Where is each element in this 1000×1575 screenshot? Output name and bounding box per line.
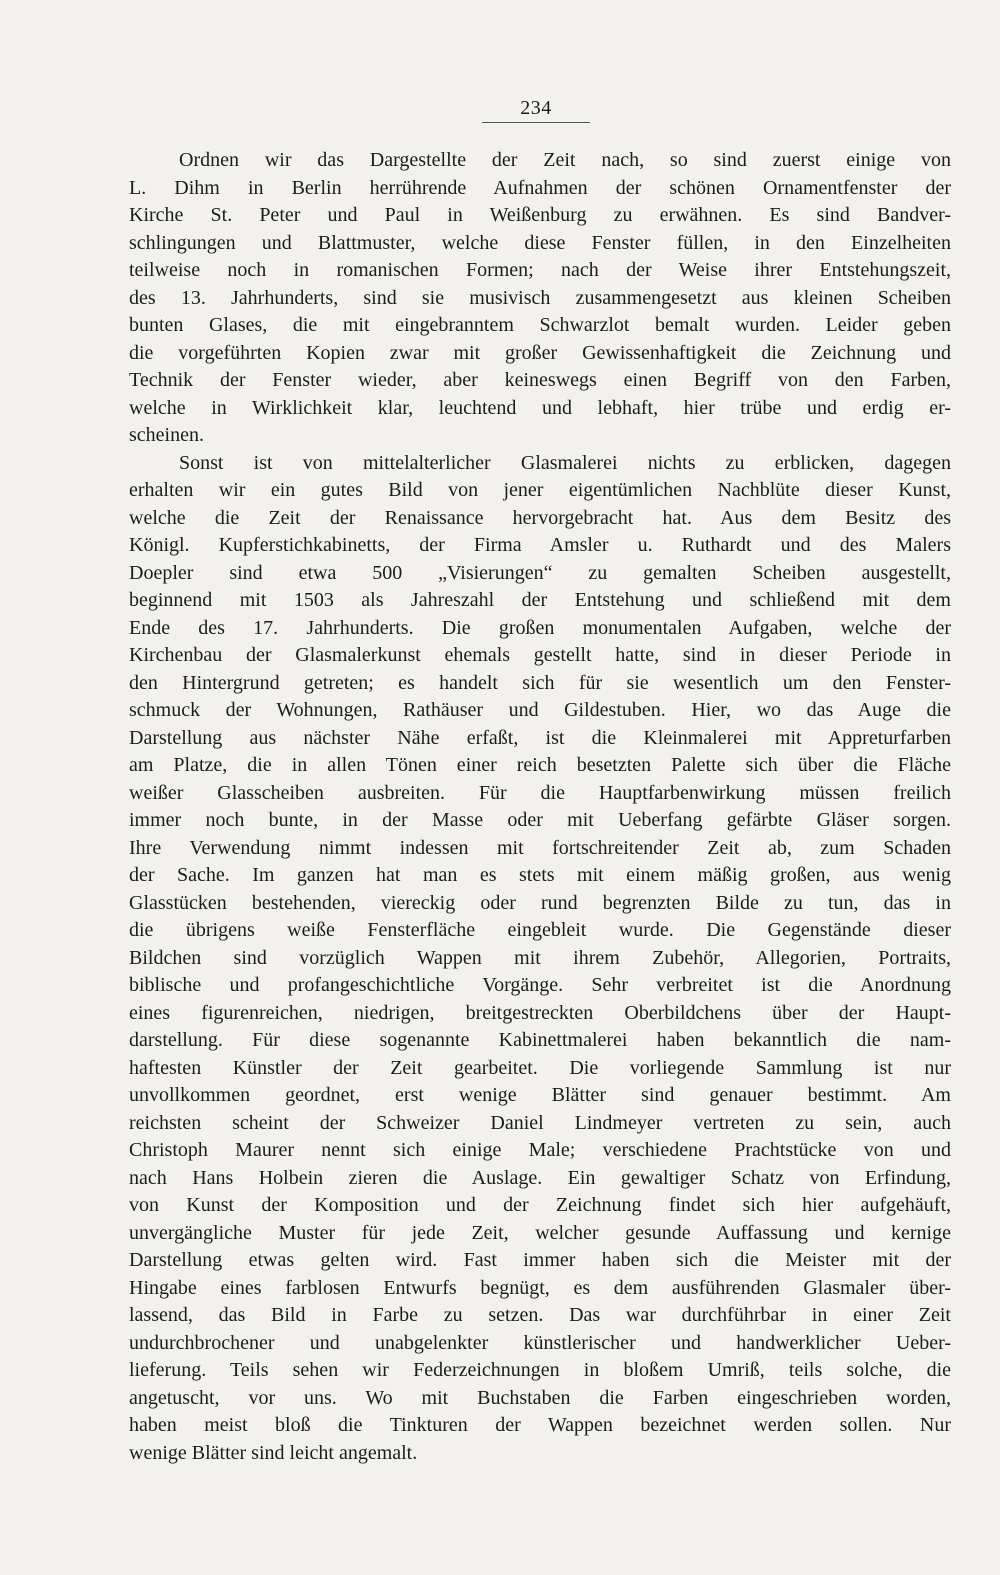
text-line: eines figurenreichen, niedrigen, breitgestreckten Oberbildchens über der Haupt- (129, 1001, 951, 1024)
text-line: welche in Wirklichkeit klar, leuchtend und lebhaft, hier trübe und erdig er- (129, 396, 951, 419)
text-line: weißer Glasscheiben ausbreiten. Für die Hauptfarbenwirkung müssen freilich (129, 781, 951, 804)
text-line: darstellung. Für diese sogenannte Kabinettmalerei haben bekanntlich die nam- (129, 1029, 951, 1051)
text-line: lassend, das Bild in Farbe zu setzen. Das war durchführbar in einer Zeit (129, 1304, 951, 1326)
text-line: teilweise noch in romanischen Formen; nach der Weise ihrer Entstehungszeit, (129, 259, 951, 281)
text-line: Ihre Verwendung nimmt indessen mit fortschreitender Zeit ab, zum Schaden (129, 836, 951, 859)
paragraph-2 (129, 450, 951, 1468)
text-line: Darstellung etwas gelten wird. Fast immer haben sich die Meister mit der (129, 1249, 951, 1271)
text-line: lieferung. Teils sehen wir Federzeichnungen in bloßem Umriß, teils solche, die (129, 1359, 951, 1381)
text-line: unvollkommen geordnet, erst wenige Blätter sind genauer bestimmt. Am (129, 1084, 951, 1106)
body-text (129, 147, 951, 1467)
text-line: bunten Glases, die mit eingebranntem Schwarzlot bemalt wurden. Leider geben (129, 314, 951, 336)
text-line: Sonst ist von mittelalterlicher Glasmalerei nichts zu erblicken, dagegen (179, 451, 951, 474)
text-line: Ordnen wir das Dargestellte der Zeit nach, so sind zuerst einige von (179, 149, 951, 171)
text-line: welche die Zeit der Renaissance hervorgebracht hat. Aus dem Besitz des (129, 506, 951, 529)
text-line: scheinen. (129, 424, 204, 446)
text-line: biblische und profangeschichtliche Vorgänge. Sehr verbreitet ist die Anordnung (129, 974, 951, 996)
text-line: angetuscht, vor uns. Wo mit Buchstaben die Farben eingeschrieben worden, (129, 1386, 951, 1409)
text-line: Ende des 17. Jahrhunderts. Die großen monumentalen Aufgaben, welche der (129, 616, 951, 639)
text-line: Hingabe eines farblosen Entwurfs begnügt, es dem ausführenden Glasmaler über- (129, 1276, 951, 1299)
text-line: von Kunst der Komposition und der Zeichnung findet sich hier aufgehäuft, (129, 1194, 951, 1216)
text-line: am Platze, die in allen Tönen einer reich besetzten Palette sich über die Fläche (129, 754, 951, 776)
text-line: Königl. Kupferstichkabinetts, der Firma Amsler u. Ruthardt und des Malers (129, 534, 951, 556)
text-line: Technik der Fenster wieder, aber keineswegs einen Begriff von den Farben, (129, 369, 951, 391)
text-line: Bildchen sind vorzüglich Wappen mit ihrem Zubehör, Allegorien, Portraits, (129, 946, 951, 969)
page-number: 234 (520, 97, 552, 119)
text-line: nach Hans Holbein zieren die Auslage. Ein gewaltiger Schatz von Erfindung, (129, 1166, 951, 1189)
text-line: haben meist bloß die Tinkturen der Wappen bezeichnet werden sollen. Nur (129, 1414, 951, 1436)
text-line: den Hintergrund getreten; es handelt sich für sie wesentlich um den Fenster- (129, 671, 951, 694)
text-line: L. Dihm in Berlin herrührende Aufnahmen der schönen Ornamentfenster der (129, 176, 951, 199)
text-line: undurchbrochener und unabgelenkter künstlerischer und handwerklicher Ueber- (129, 1331, 951, 1354)
text-line: Kirche St. Peter und Paul in Weißenburg zu erwähnen. Es sind Bandver- (129, 204, 951, 226)
text-line: beginnend mit 1503 als Jahreszahl der Entstehung und schließend mit dem (129, 589, 951, 611)
text-line: schmuck der Wohnungen, Rathäuser und Gildestuben. Hier, wo das Auge die (129, 699, 951, 721)
text-line: immer noch bunte, in der Masse oder mit Ueberfang gefärbte Gläser sorgen. (129, 809, 951, 831)
text-line: die vorgeführten Kopien zwar mit großer Gewissenhaftigkeit die Zeichnung und (129, 341, 951, 364)
text-line: Christoph Maurer nennt sich einige Male; verschiedene Prachtstücke von und (129, 1139, 951, 1161)
text-line: unvergängliche Muster für jede Zeit, welcher gesunde Auffassung und kernige (129, 1221, 951, 1244)
text-line: des 13. Jahrhunderts, sind sie musivisch zusammengesetzt aus kleinen Scheiben (129, 286, 951, 309)
paragraph-1 (129, 147, 951, 450)
text-line: haftesten Künstler der Zeit gearbeitet. Die vorliegende Sammlung ist nur (129, 1056, 951, 1079)
text-line: Darstellung aus nächster Nähe erfaßt, ist die Kleinmalerei mit Appreturfarben (129, 726, 951, 749)
text-line: Doepler sind etwa 500 „Visierungen“ zu gemalten Scheiben ausgestellt, (129, 561, 951, 584)
text-line: wenige Blätter sind leicht angemalt. (129, 1441, 418, 1464)
text-line: die übrigens weiße Fensterfläche eingebleit wurde. Die Gegenstände dieser (129, 919, 951, 941)
text-line: Kirchenbau der Glasmalerkunst ehemals gestellt hatte, sind in dieser Periode in (129, 644, 951, 666)
text-line: Glasstücken bestehenden, viereckig oder rund begrenzten Bilde zu tun, das in (129, 891, 951, 914)
text-line: schlingungen und Blattmuster, welche diese Fenster füllen, in den Einzelheiten (129, 231, 951, 254)
text-line: der Sache. Im ganzen hat man es stets mit einem mäßig großen, aus wenig (129, 864, 951, 886)
header-rule (482, 122, 590, 123)
text-line: erhalten wir ein gutes Bild von jener eigentümlichen Nachblüte dieser Kunst, (129, 479, 951, 501)
text-line: reichsten scheint der Schweizer Daniel Lindmeyer vertreten zu sein, auch (129, 1111, 951, 1134)
